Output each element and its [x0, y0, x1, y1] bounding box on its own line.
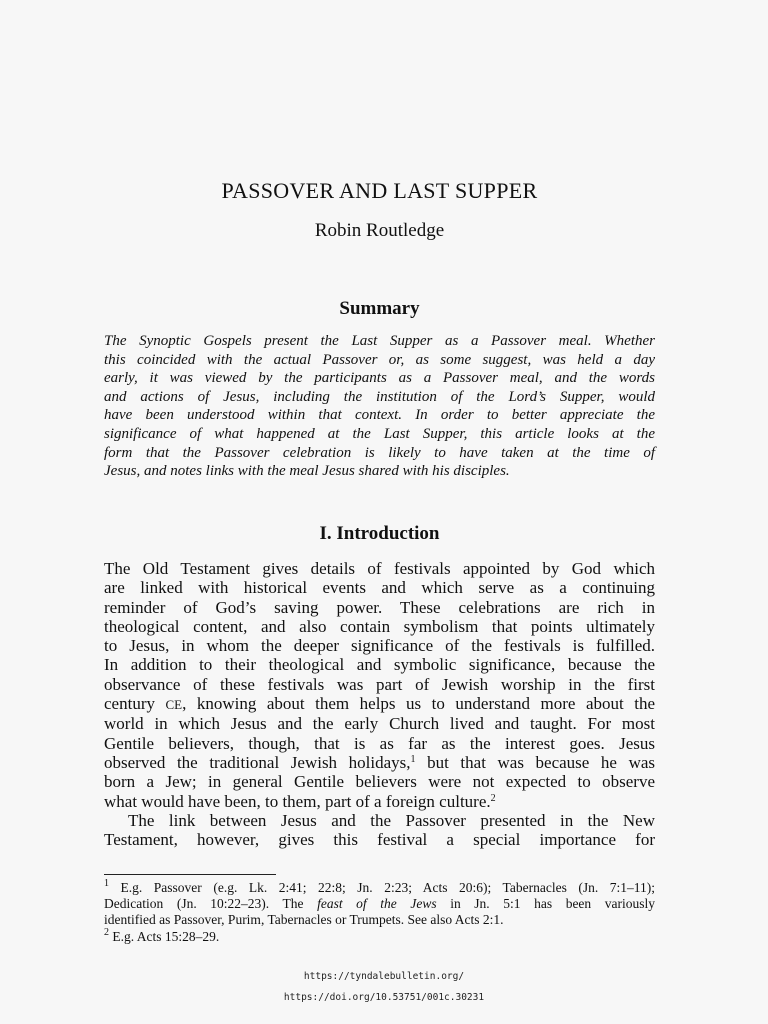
summary-abstract	[104, 332, 655, 481]
doi-link[interactable]: https://doi.org/10.53751/001c.30231	[283, 992, 485, 1003]
footnote-1	[104, 880, 655, 896]
footnote-2	[104, 926, 655, 945]
introduction-body	[104, 559, 655, 849]
body-line	[104, 694, 655, 714]
footnote-1-continued: identified as Passover, Purim, Tabernacles or Trumpets. See also Acts 2:1.	[104, 912, 504, 928]
body-text-run: century	[104, 694, 166, 714]
body-line: Testament, however, gives this festival a special importance for	[104, 830, 655, 850]
abstract-line: Jesus, and notes links with the meal Jesus shared with his disciples.	[104, 463, 510, 480]
summary-heading: Summary	[339, 298, 420, 319]
article-author: Robin Routledge	[314, 220, 445, 241]
abstract-line: The Synoptic Gospels present the Last Supper as a Passover meal. Whether	[104, 333, 655, 349]
body-line: are linked with historical events and which serve as a continuing	[104, 578, 655, 598]
body-line	[104, 753, 655, 772]
body-line: world in which Jesus and the early Church lived and taught. For most	[104, 714, 655, 734]
body-line: born a Jew; in general Gentile believers were not expected to observe	[104, 772, 655, 792]
footnote-number: 2	[104, 926, 109, 938]
abstract-line: and actions of Jesus, including the institution of the Lord’s Supper, would	[104, 388, 655, 405]
body-text-run: but that was because he was	[415, 752, 656, 772]
footnote-ref-2[interactable]: 2	[490, 792, 496, 804]
body-line: reminder of God’s saving power. These celebrations are rich in	[104, 597, 655, 617]
body-text-run: , knowing about them helps us to understand more about the	[182, 694, 655, 714]
abstract-line: early, it was viewed by the participants as a Passover meal, and the words	[104, 370, 655, 387]
footnote-italic-text: feast of the Jews	[317, 896, 437, 912]
footnote-text: E.g. Passover (e.g. Lk. 2:41; 22:8; Jn. 2:23; Acts 20:6); Tabernacles (Jn. 7:1–11);	[109, 880, 655, 895]
footnote-text: E.g. Acts 15:28–29.	[109, 928, 220, 944]
body-line: The link between Jesus and the Passover presented in the New	[128, 810, 655, 830]
body-line: theological content, and also contain symbolism that points ultimately	[104, 616, 655, 636]
footnote-text: in Jn. 5:1 has been variously	[436, 896, 656, 912]
footnote-number: 1	[104, 878, 109, 889]
abstract-line: significance of what happened at the Last Supper, this article looks at the	[104, 425, 655, 442]
body-line: to Jesus, in whom the deeper significance of the festivals is fulfilled.	[104, 636, 655, 656]
footnote-ref-1[interactable]: 1	[410, 753, 416, 765]
body-line: In addition to their theological and symbolic significance, because the	[104, 655, 655, 675]
page-footer-links	[0, 966, 768, 1008]
footnotes	[104, 880, 655, 945]
body-line: observance of these festivals was part of Jewish worship in the first	[104, 674, 655, 694]
footnote-divider	[104, 874, 276, 875]
era-abbreviation: CE	[165, 697, 183, 713]
body-text-run: observed the traditional Jewish holidays,	[104, 752, 411, 772]
footnote-1-continued	[104, 896, 655, 912]
body-line	[104, 792, 655, 811]
body-text-run: what would have been, to them, part of a foreign culture.	[104, 791, 491, 811]
abstract-line: form that the Passover celebration is likely to have taken at the time of	[104, 444, 655, 461]
body-line: The Old Testament gives details of festivals appointed by God which	[104, 559, 655, 578]
abstract-line: this coincided with the actual Passover or, as some suggest, was held a day	[104, 351, 655, 368]
body-line: Gentile believers, though, that is as far as the interest goes. Jesus	[104, 733, 655, 753]
section-heading-introduction: I. Introduction	[319, 523, 440, 544]
article-title: PASSOVER AND LAST SUPPER	[221, 178, 538, 203]
footnote-text: Dedication (Jn. 10:22–23). The	[104, 896, 318, 912]
abstract-line: have been understood within that context. In order to better appreciate the	[104, 407, 655, 424]
journal-url-link[interactable]: https://tyndalebulletin.org/	[303, 971, 465, 982]
